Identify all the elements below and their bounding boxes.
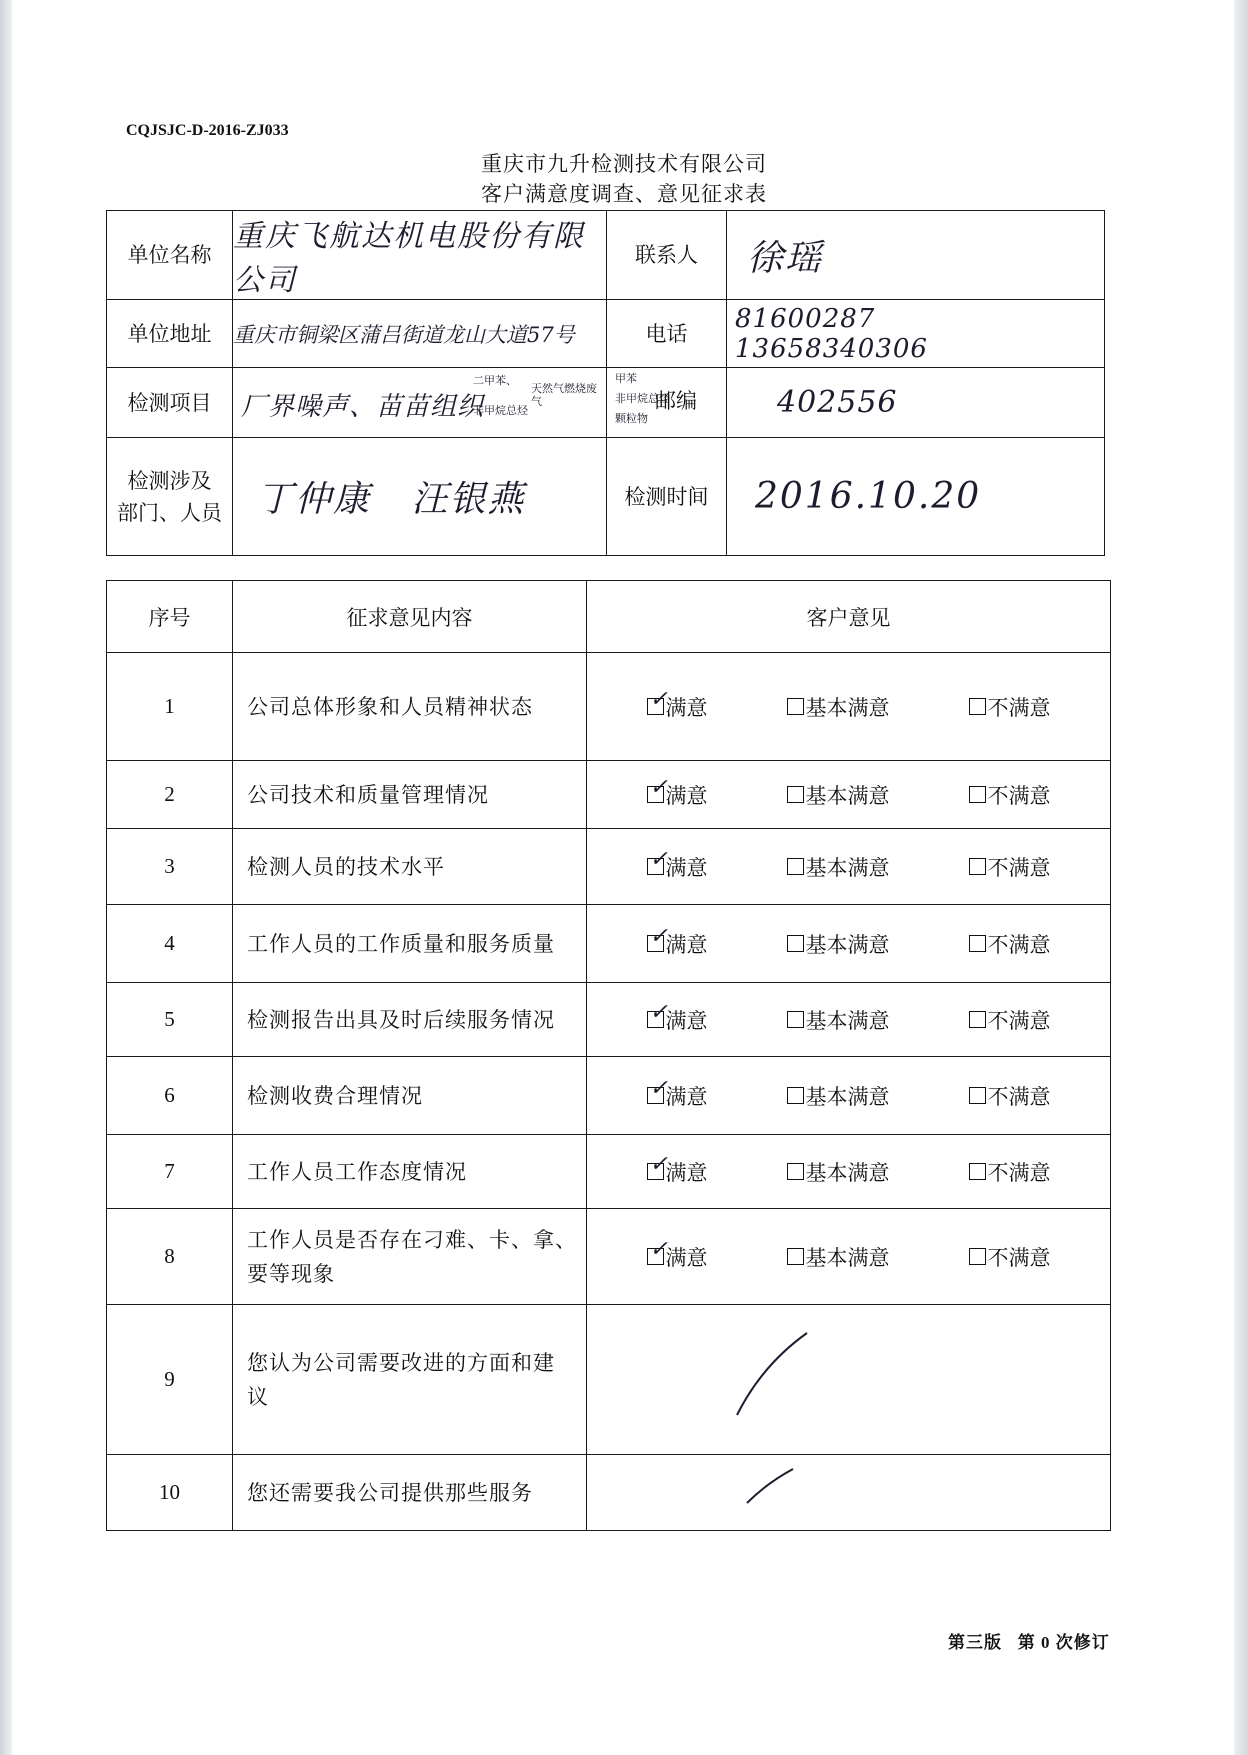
option-basic[interactable] xyxy=(787,852,890,882)
unit-name-label: 单位名称 xyxy=(107,211,233,300)
option-satisfied[interactable] xyxy=(647,1076,708,1111)
scan-right-edge xyxy=(1234,0,1248,1755)
checkbox[interactable] xyxy=(787,858,804,875)
row-content-line1: 工作人员是否存在刁难、卡、拿、 xyxy=(247,1227,577,1252)
option-unsatisfied[interactable] xyxy=(969,692,1051,722)
option-label: 不满意 xyxy=(987,1084,1051,1109)
option-label: 满意 xyxy=(665,695,708,720)
option-label: 满意 xyxy=(665,855,708,880)
project-cell xyxy=(233,368,607,438)
option-satisfied[interactable] xyxy=(647,687,708,722)
postcode-value: 402556 xyxy=(727,368,1105,438)
checkbox-checked[interactable] xyxy=(647,1076,668,1104)
row-content xyxy=(233,1209,587,1305)
option-unsatisfied[interactable] xyxy=(969,929,1051,959)
survey-header-row xyxy=(107,581,1111,653)
row-content-line1: 您认为公司需要改进的方面和建 xyxy=(247,1350,555,1375)
row-content xyxy=(233,1305,587,1455)
col-no-header: 序号 xyxy=(107,581,233,653)
option-satisfied[interactable] xyxy=(647,1000,708,1035)
row-content: 公司总体形象和人员精神状态 xyxy=(233,653,587,761)
contact-value: 徐瑶 xyxy=(727,211,1105,300)
check-mark: ✓ xyxy=(649,847,668,872)
option-unsatisfied[interactable] xyxy=(969,780,1051,810)
option-basic[interactable] xyxy=(787,929,890,959)
options-group xyxy=(587,687,1110,722)
option-label: 满意 xyxy=(665,1084,708,1109)
option-unsatisfied[interactable] xyxy=(969,1157,1051,1187)
option-label: 不满意 xyxy=(987,695,1051,720)
row-content-line2: 议 xyxy=(247,1384,269,1409)
survey-row xyxy=(107,983,1111,1057)
scan-left-edge xyxy=(0,0,12,1755)
checkbox[interactable] xyxy=(787,1248,804,1265)
info-row-address xyxy=(107,300,1105,368)
check-mark: ✓ xyxy=(649,924,668,949)
row-content: 工作人员的工作质量和服务质量 xyxy=(233,905,587,983)
project-note-1: 二甲苯、 xyxy=(473,374,517,387)
survey-row xyxy=(107,829,1111,905)
address-value: 重庆市铜梁区蒲吕街道龙山大道57号 xyxy=(233,300,607,368)
survey-rows-table xyxy=(106,652,1111,1531)
option-unsatisfied[interactable] xyxy=(969,1081,1051,1111)
row-content: 公司技术和质量管理情况 xyxy=(233,761,587,829)
revision-footer: 第三版 第 0 次修订 xyxy=(948,1633,1110,1652)
phone-value: 81600287 xyxy=(735,303,876,334)
checkbox[interactable] xyxy=(787,1087,804,1104)
checkbox[interactable] xyxy=(969,1011,986,1028)
slash-mark xyxy=(587,1305,1111,1455)
checkbox[interactable] xyxy=(787,935,804,952)
survey-row xyxy=(107,1135,1111,1209)
option-label: 基本满意 xyxy=(805,855,890,880)
checkbox-checked[interactable] xyxy=(647,775,668,803)
row-content: 检测人员的技术水平 xyxy=(233,829,587,905)
survey-table xyxy=(106,580,1111,653)
survey-row xyxy=(107,1455,1111,1531)
row-options xyxy=(587,761,1111,829)
option-satisfied[interactable] xyxy=(647,1152,708,1187)
departments-label-line2: 部门、人员 xyxy=(117,500,222,525)
survey-row xyxy=(107,761,1111,829)
option-basic[interactable] xyxy=(787,1081,890,1111)
option-label: 满意 xyxy=(665,783,708,808)
option-label: 不满意 xyxy=(987,783,1051,808)
col-content-header: 征求意见内容 xyxy=(233,581,587,653)
option-label: 基本满意 xyxy=(805,1245,890,1270)
phone-label: 电话 xyxy=(607,300,727,368)
row-number: 6 xyxy=(107,1057,233,1135)
option-unsatisfied[interactable] xyxy=(969,1242,1051,1272)
options-group xyxy=(587,847,1110,882)
project-note-6: 颗粒物 xyxy=(615,412,648,425)
checkbox[interactable] xyxy=(969,858,986,875)
row-number: 9 xyxy=(107,1305,233,1455)
checkbox-checked[interactable] xyxy=(647,924,668,952)
option-label: 满意 xyxy=(665,1008,708,1033)
document-code: CQJSJC-D-2016-ZJ033 xyxy=(126,122,289,139)
project-label: 检测项目 xyxy=(107,368,233,438)
option-basic[interactable] xyxy=(787,1005,890,1035)
checkbox[interactable] xyxy=(969,935,986,952)
options-group xyxy=(587,924,1110,959)
row-content: 检测收费合理情况 xyxy=(233,1057,587,1135)
row-number: 7 xyxy=(107,1135,233,1209)
unit-name-value: 重庆飞航达机电股份有限公司 xyxy=(233,211,607,300)
project-note-5: 非甲烷总烃 xyxy=(615,392,670,405)
check-mark: ✓ xyxy=(649,687,668,712)
option-unsatisfied[interactable] xyxy=(969,852,1051,882)
row-number: 4 xyxy=(107,905,233,983)
phone-value-2: 13658340306 xyxy=(735,333,928,364)
row-options xyxy=(587,983,1111,1057)
test-time-value: 2016.10.20 xyxy=(727,438,1105,556)
options-group xyxy=(587,1000,1110,1035)
checkbox[interactable] xyxy=(969,1087,986,1104)
check-mark: ✓ xyxy=(649,775,668,800)
row-options xyxy=(587,829,1111,905)
option-satisfied[interactable] xyxy=(647,924,708,959)
option-label: 基本满意 xyxy=(805,932,890,957)
option-basic[interactable] xyxy=(787,1242,890,1272)
checkbox-checked[interactable] xyxy=(647,1237,668,1265)
option-basic[interactable] xyxy=(787,1157,890,1187)
check-mark: ✓ xyxy=(649,1076,668,1101)
row-options xyxy=(587,1135,1111,1209)
option-basic[interactable] xyxy=(787,780,890,810)
row-options xyxy=(587,1209,1111,1305)
row-content: 检测报告出具及时后续服务情况 xyxy=(233,983,587,1057)
row-options xyxy=(587,905,1111,983)
option-label: 满意 xyxy=(665,1245,708,1270)
option-label: 基本满意 xyxy=(805,1008,890,1033)
project-value: 厂界噪声、苗苗组织 xyxy=(241,392,485,422)
checkbox[interactable] xyxy=(787,1011,804,1028)
checkbox-checked[interactable] xyxy=(647,1152,668,1180)
option-label: 满意 xyxy=(665,932,708,957)
checkbox[interactable] xyxy=(969,698,986,715)
row-number: 8 xyxy=(107,1209,233,1305)
row-opinion-handwritten xyxy=(587,1455,1111,1531)
row-number: 1 xyxy=(107,653,233,761)
checkbox[interactable] xyxy=(787,1163,804,1180)
phone-cell xyxy=(727,300,1105,368)
checkbox[interactable] xyxy=(969,1163,986,1180)
checkbox-checked[interactable] xyxy=(647,687,668,715)
option-satisfied[interactable] xyxy=(647,775,708,810)
option-label: 基本满意 xyxy=(805,1084,890,1109)
survey-row xyxy=(107,653,1111,761)
option-label: 满意 xyxy=(665,1160,708,1185)
departments-value: 丁仲康 汪银燕 xyxy=(233,438,607,556)
options-group xyxy=(587,1076,1110,1111)
checkbox[interactable] xyxy=(969,1248,986,1265)
check-mark: ✓ xyxy=(649,1000,668,1025)
check-mark: ✓ xyxy=(649,1237,668,1262)
checkbox[interactable] xyxy=(787,698,804,715)
row-opinion-handwritten xyxy=(587,1305,1111,1455)
options-group xyxy=(587,1152,1110,1187)
option-label: 不满意 xyxy=(987,855,1051,880)
row-number: 10 xyxy=(107,1455,233,1531)
row-number: 2 xyxy=(107,761,233,829)
info-row-unit xyxy=(107,211,1105,300)
option-label: 不满意 xyxy=(987,932,1051,957)
departments-label-line1: 检测涉及 xyxy=(127,468,212,493)
info-row-departments xyxy=(107,438,1105,556)
option-satisfied[interactable] xyxy=(647,1237,708,1272)
survey-row xyxy=(107,1057,1111,1135)
option-unsatisfied[interactable] xyxy=(969,1005,1051,1035)
option-label: 基本满意 xyxy=(805,783,890,808)
row-content: 您还需要我公司提供那些服务 xyxy=(233,1455,587,1531)
option-label: 基本满意 xyxy=(805,1160,890,1185)
address-label: 单位地址 xyxy=(107,300,233,368)
project-note-3: 天然气燃烧废气 xyxy=(531,382,597,408)
row-content-line2: 要等现象 xyxy=(247,1261,335,1286)
row-options xyxy=(587,653,1111,761)
survey-row xyxy=(107,905,1111,983)
project-note-4: 甲苯 xyxy=(615,372,637,385)
project-note-2: 非甲烷总烃 xyxy=(473,404,528,417)
test-time-label: 检测时间 xyxy=(607,438,727,556)
option-satisfied[interactable] xyxy=(647,847,708,882)
company-title: 重庆市九升检测技术有限公司 xyxy=(481,152,767,176)
checkbox-checked[interactable] xyxy=(647,1000,668,1028)
checkbox[interactable] xyxy=(787,786,804,803)
option-basic[interactable] xyxy=(787,692,890,722)
postcode-label: 邮编 xyxy=(655,389,697,413)
option-label: 不满意 xyxy=(987,1008,1051,1033)
check-mark: ✓ xyxy=(649,1152,668,1177)
options-group xyxy=(587,1237,1110,1272)
departments-label xyxy=(107,438,233,556)
info-table xyxy=(106,210,1105,556)
options-group xyxy=(587,775,1110,810)
row-number: 3 xyxy=(107,829,233,905)
col-opinion-header: 客户意见 xyxy=(587,581,1111,653)
checkbox-checked[interactable] xyxy=(647,847,668,875)
survey-row xyxy=(107,1209,1111,1305)
row-content: 工作人员工作态度情况 xyxy=(233,1135,587,1209)
checkbox[interactable] xyxy=(969,786,986,803)
contact-label: 联系人 xyxy=(607,211,727,300)
row-number: 5 xyxy=(107,983,233,1057)
survey-row xyxy=(107,1305,1111,1455)
option-label: 不满意 xyxy=(987,1245,1051,1270)
option-label: 不满意 xyxy=(987,1160,1051,1185)
row-options xyxy=(587,1057,1111,1135)
info-row-project xyxy=(107,368,1105,438)
slash-mark xyxy=(587,1455,1111,1531)
postcode-label-cell xyxy=(607,368,727,438)
form-title: 客户满意度调查、意见征求表 xyxy=(481,182,767,206)
option-label: 基本满意 xyxy=(805,695,890,720)
